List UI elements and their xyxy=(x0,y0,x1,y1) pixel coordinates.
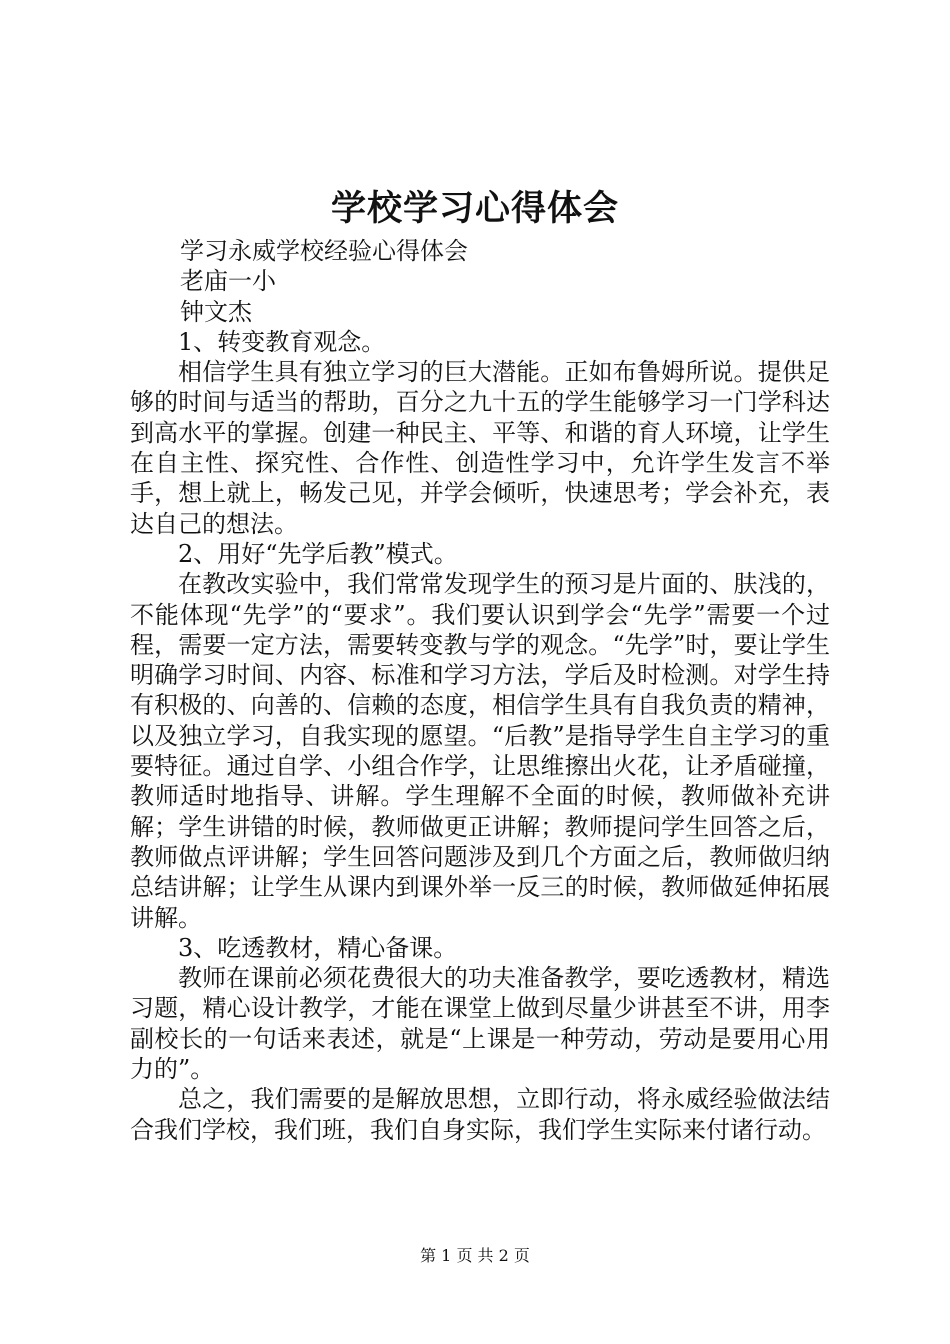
section-heading-2: 2、用好“先学后教”模式。 xyxy=(178,539,458,568)
section-heading-1: 1、转变教育观念。 xyxy=(178,327,386,356)
section-paragraph-1: 相信学生具有独立学习的巨大潜能。正如布鲁姆所说。提供足够的时间与适当的帮助，百分之九十五的学生能够学习一门学科达到高水平的掌握。创建一种民主、平等、和谐的育人环境，让学生在自主性、探究性、合作性、创造性学习中，允许学生发言不举手，想上就上，畅发己见，并学会倾听，快速思考；学会补充，表达自己的想法。 xyxy=(130,358,830,538)
author-name: 钟文杰 xyxy=(180,297,252,326)
school-name: 老庙一小 xyxy=(180,267,276,296)
section-heading-3: 3、吃透教材，精心备课。 xyxy=(178,933,458,962)
conclusion-paragraph: 总之，我们需要的是解放思想，立即行动，将永威经验做法结合我们学校，我们班，我们自身实际，我们学生实际来付诸行动。 xyxy=(130,1085,830,1144)
section-paragraph-3: 教师在课前必须花费很大的功夫准备教学，要吃透教材，精选习题，精心设计教学，才能在课堂上做到尽量少讲甚至不讲，用李副校长的一句话来表述，就是“上课是一种劳动，劳动是要用心用力的”。 xyxy=(130,964,830,1084)
document-body xyxy=(130,236,830,1145)
page-footer: 第 1 页 共 2 页 xyxy=(420,1246,530,1265)
page-title: 学校学习心得体会 xyxy=(330,188,619,229)
document-subtitle: 学习永威学校经验心得体会 xyxy=(180,237,468,265)
section-paragraph-2: 在教改实验中，我们常常发现学生的预习是片面的、肤浅的，不能体现“先学”的“要求”。我们要认识到学会“先学”需要一个过程，需要一定方法，需要转变教与学的观念。“先学”时，要让学生明确学习时间、内容、标准和学习方法，学后及时检测。对学生持有积极的、向善的、信赖的态度，相信学生具有自我负责的精神，以及独立学习，自我实现的愿望。“后教”是指导学生自主学习的重要特征。通过自学、小组合作学，让思维擦出火花，让矛盾碰撞，教师适时地指导、讲解。学生理解不全面的时候，教师做补充讲解；学生讲错的时候，教师做更正讲解；教师提问学生回答之后，教师做点评讲解；学生回答问题涉及到几个方面之后，教师做归纳总结讲解；让学生从课内到课外举一反三的时候，教师做延伸拓展讲解。 xyxy=(130,570,830,932)
